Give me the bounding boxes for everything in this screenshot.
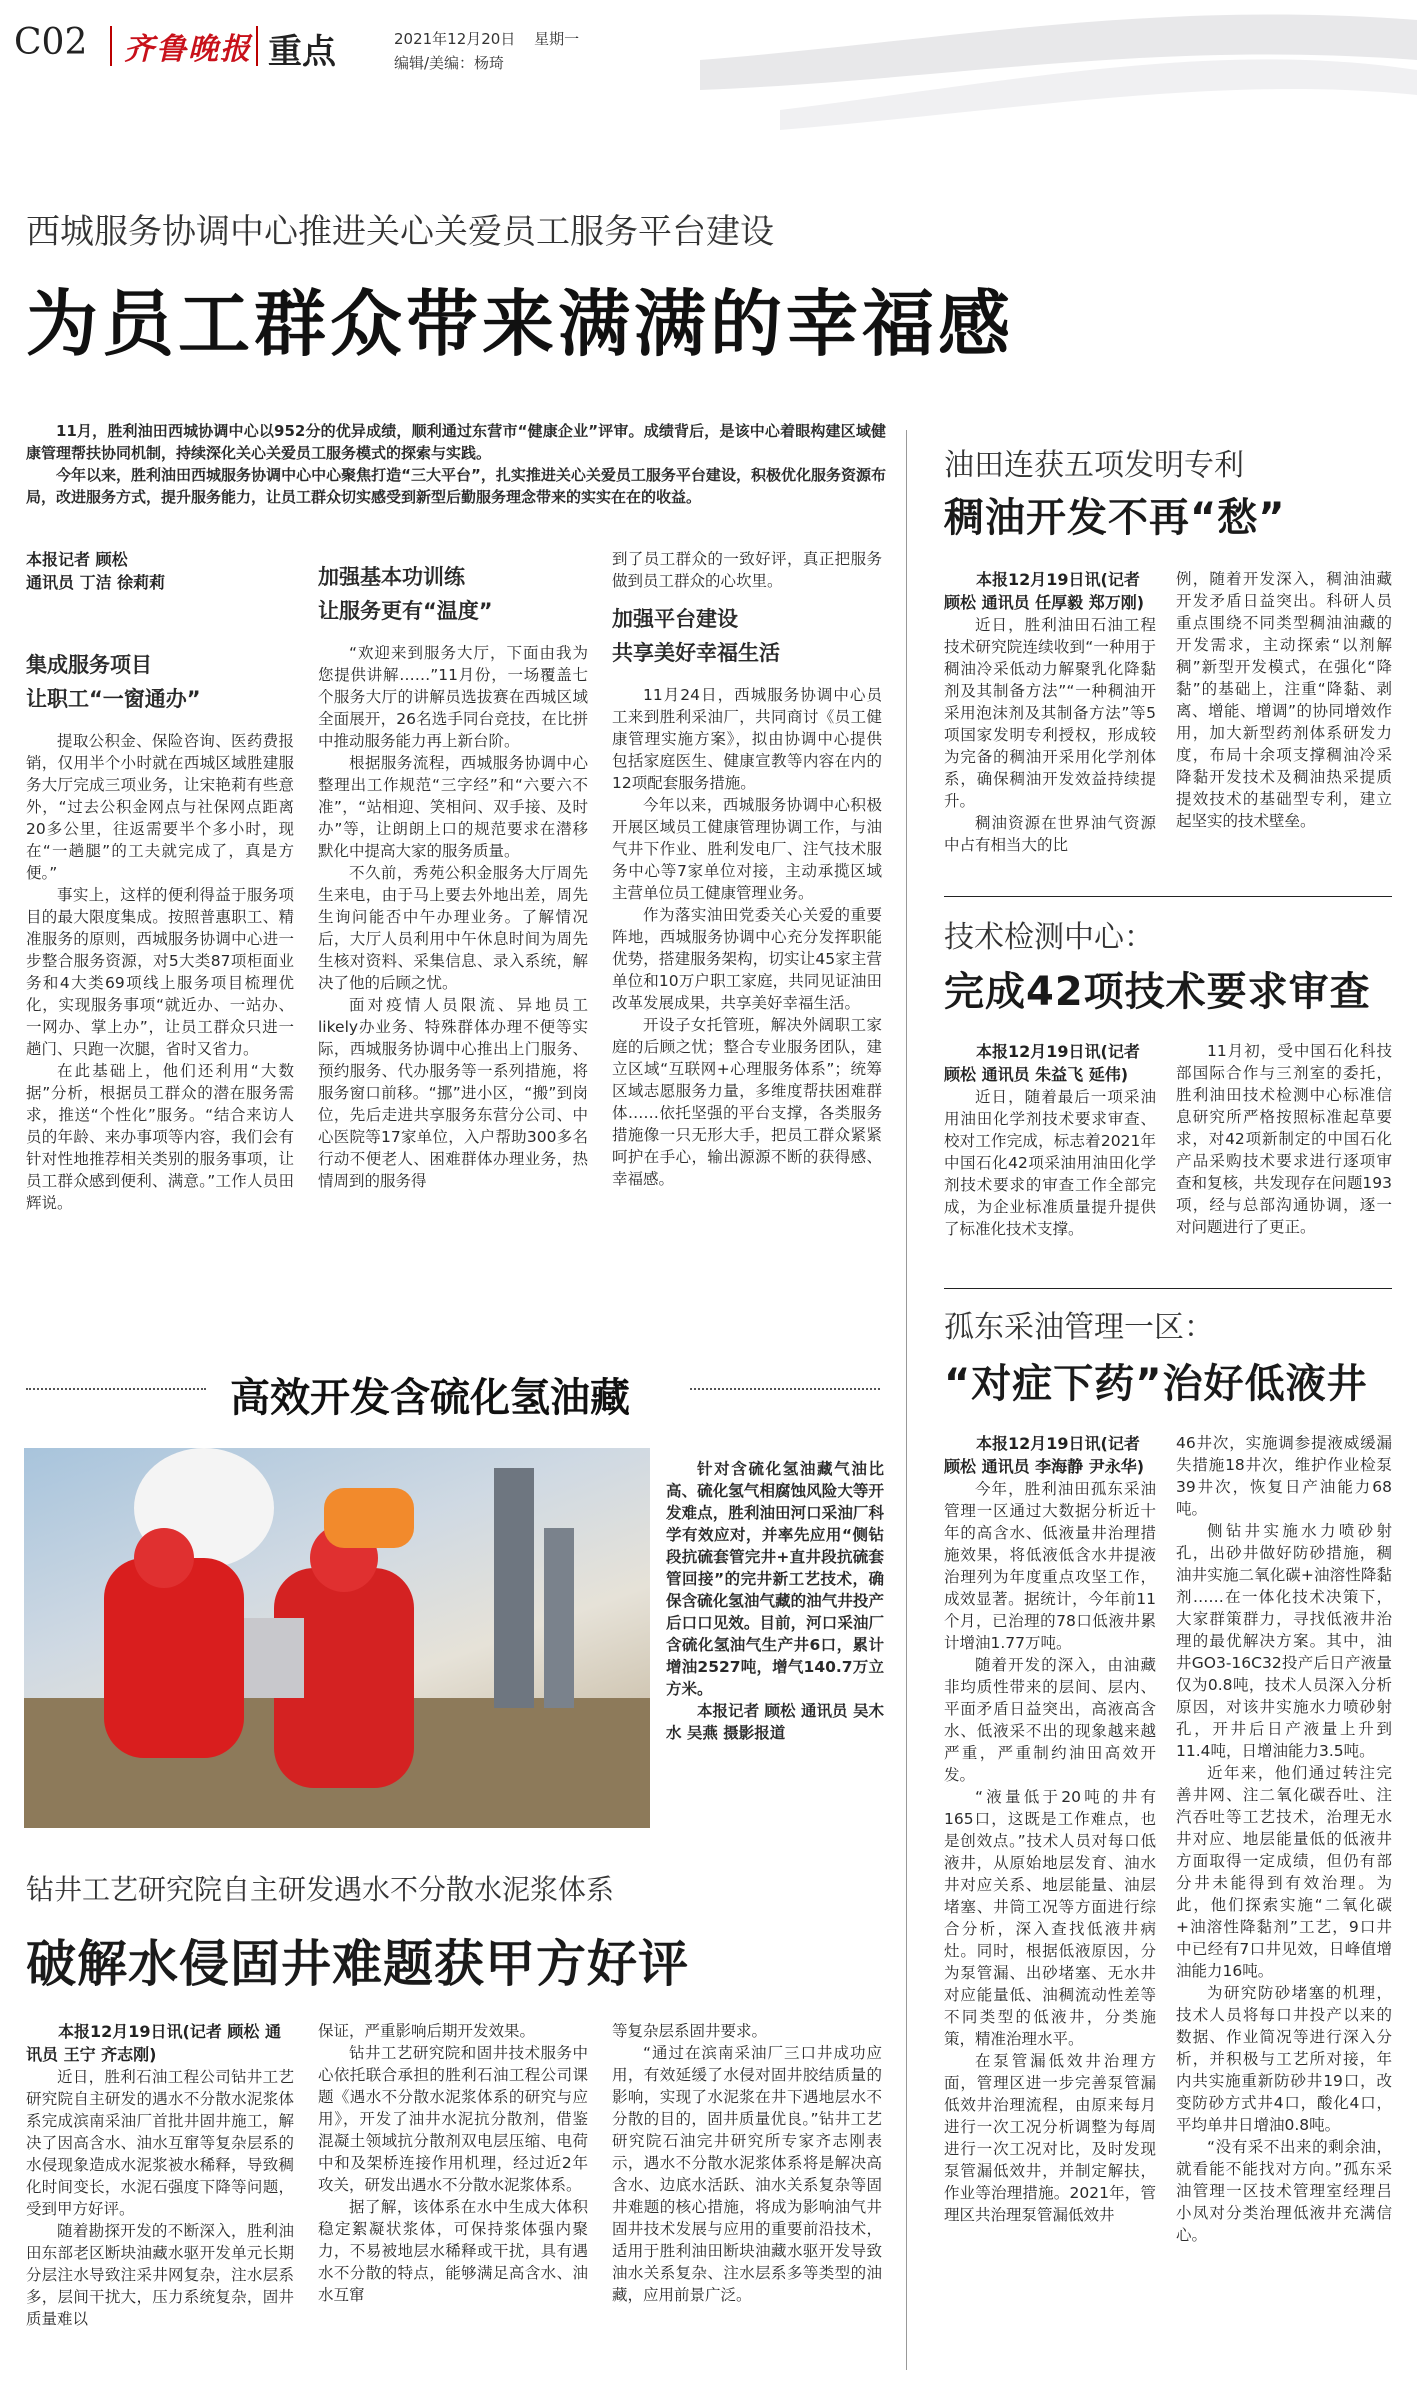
photo-credit: 本报记者 顾松 通讯员 吴木水 吴燕 摄影报道 <box>666 1702 884 1742</box>
paragraph: 11月初，受中国石化科技部国际合作与三剂室的委托，胜利油田技术检测中心标准信息研究所严格按照标准起草要求，对42项新制定的中国石化产品采购技术要求进行逐项审查和复核，共发现存在问题193项，经与总部沟通协调，逐一对问题进行了更正。 <box>1176 1042 1392 1236</box>
paragraph: 在泵管漏低效井治理方面，管理区进一步完善泵管漏低效井治理流程，由原来每月进行一次工况分析调整为每周进行一次工况对比，及时发现泵管漏低效井，并制定解扶，作业等治理措施。2021年，管理区共治理泵管漏低效井 <box>944 2052 1156 2224</box>
main-column-2 <box>318 560 588 1192</box>
bottom-headline: 破解水侵固井难题获甲方好评 <box>26 1935 689 1993</box>
patent-kicker: 油田连获五项发明专利 <box>944 448 1244 483</box>
bottom-byline: 本报12月19日讯(记者 顾松 通讯员 王宁 齐志刚) <box>26 2022 281 2064</box>
photo-caption <box>666 1458 884 1744</box>
main-kicker: 西城服务协调中心推进关心关爱员工服务平台建设 <box>26 212 774 252</box>
lead-paragraph: 11月，胜利油田西城协调中心以952分的优异成绩，顺利通过东营市“健康企业”评审。成绩背后，是该中心着眼构建区域健康管理帮扶协同机制，持续深化关心关爱员工服务模式的探索与实践。 <box>26 422 886 462</box>
paragraph: 在此基础上，他们还利用“大数据”分析，根据员工群众的潜在服务需求，推送“个性化”服务。“结合来访人员的年龄、来办事项等内容，我们会有针对性地推荐相关类别的服务事项，让员工群众感到便利、满意。”工作人员田辉说。 <box>26 1062 294 1212</box>
paragraph: 事实上，这样的便利得益于服务项目的最大限度集成。按照普惠职工、精准服务的原则，西城服务协调中心进一步整合服务资源，对5大类87项柜面业务和4大类69项线上服务项目梳理优化，实现服务事项“就近办、一站办、一网办、掌上办”，让员工群众只进一趟门、只跑一次腿，省时又省力。 <box>26 886 294 1058</box>
paragraph: 不久前，秀苑公积金服务大厅周先生来电，由于马上要去外地出差，周先生询问能否中午办理业务。了解情况后，大厅人员利用中午休息时间为周先生核对资料、采集信息、录入系统，解决了他的后顾之忧。 <box>318 864 588 992</box>
paragraph: 随着开发的深入，由油藏非均质性带来的层间、层内、平面矛盾日益突出，高液高含水、低液采不出的现象越来越严重，严重制约油田高效开发。 <box>944 1656 1156 1784</box>
paragraph: 今年以来，西城服务协调中心积极开展区域员工健康管理协调工作，与油气井下作业、胜利发电厂、注气技术服务中心等7家单位对接，主动承揽区域主营单位员工健康管理业务。 <box>612 796 882 902</box>
oilfield-workers-photo <box>24 1448 650 1828</box>
bottom-column-1 <box>26 2020 294 2330</box>
main-lead <box>26 420 886 508</box>
main-column-1 <box>26 648 294 1214</box>
paragraph: 11月24日，西城服务协调中心员工来到胜利采油厂，共同商讨《员工健康管理实施方案》，拟由协调中心提供包括家庭医生、健康宣教等内容在内的12项配套服务措施。 <box>612 686 882 792</box>
caption-text: 针对含硫化氢油藏气油比高、硫化氢气相腐蚀风险大等开发难点，胜利油田河口采油厂科学有效应对，并率先应用“侧钻段抗硫套管完井+直井段抗硫套管回接”的完井新工艺技术，确保含硫化氢油气藏的油气井投产后口口见效。目前，河口采油厂含硫化氢油气生产井6口，累计增油2527吨，增气140.7万立方米。 <box>666 1460 884 1698</box>
subhead-1a: 集成服务项目 <box>26 653 152 677</box>
patent-column-a <box>944 568 1156 856</box>
gudong-column-a <box>944 1432 1156 2226</box>
gudong-kicker: 孤东采油管理一区： <box>944 1310 1214 1345</box>
photo-illustration <box>24 1448 650 1828</box>
page-number: C02 <box>14 22 88 63</box>
inspection-byline: 本报12月19日讯(记者 顾松 通讯员 朱益飞 延伟) <box>944 1042 1140 1084</box>
bottom-column-2 <box>318 2020 588 2306</box>
byline-correspondents: 通讯员 丁洁 徐莉莉 <box>26 573 166 592</box>
paragraph: 稠油资源在世界油气资源中占有相当大的比 <box>944 814 1156 854</box>
paper-logo: 齐鲁晚报 <box>124 32 252 67</box>
paragraph: 保证，严重影响后期开发效果。 <box>318 2022 536 2040</box>
inspection-column-a <box>944 1040 1156 1240</box>
paragraph: 随着勘探开发的不断深入，胜利油田东部老区断块油藏水驱开发单元长期分层注水导致注采井网复杂，注水层系多，层间干扰大，压力系统复杂，固井质量难以 <box>26 2222 294 2328</box>
bottom-kicker: 钻井工艺研究院自主研发遇水不分散水泥浆体系 <box>26 1873 615 1906</box>
date-text: 2021年12月20日 <box>394 30 516 48</box>
paragraph: “欢迎来到服务大厅，下面由我为您提供讲解……”11月份，一场覆盖七个服务大厅的讲解员选拔赛在西城区域全面展开，26名选手同台竞技，在比拼中推动服务能力再上新台阶。 <box>318 644 588 750</box>
paragraph: “液量低于20吨的井有165口，这既是工作难点，也是创效点。”技术人员对每口低液井，从原始地层发育、油水井对应关系、地层能量、油层堵塞、井筒工况等方面进行综合分析，深入查找低液井病灶。同时，根据低液原因，分为泵管漏、出砂堵塞、无水井对应能量低、油稠流动性差等不同类型的低液井，分类施策，精准治理水平。 <box>944 1788 1156 2048</box>
main-column-3 <box>612 548 882 1190</box>
gudong-byline: 本报12月19日讯(记者 顾松 通讯员 李海静 尹永华) <box>944 1434 1145 1476</box>
paragraph: 开设子女托管班，解决外阔职工家庭的后顾之忧；整合专业服务团队，建立区域“互联网+心理服务体系”；统筹区域志愿服务力量，多维度帮扶困难群体……依托坚强的平台支撑，各类服务措施像一只无形大手，把员工群众紧紧呵护在手心，输出源源不断的获得感、幸福感。 <box>612 1016 882 1188</box>
patent-headline: 稠油开发不再“愁” <box>944 495 1286 541</box>
photo-story-title: 高效开发含硫化氢油藏 <box>230 1375 630 1421</box>
paragraph: 今年，胜利油田孤东采油管理一区通过大数据分析近十年的高含水、低液量井治理措施效果，将低液低含水井提液治理列为年度重点攻坚工作，成效显著。据统计，今年前11个月，已治理的78口低液井累计增油1.77万吨。 <box>944 1480 1156 1652</box>
section-name: 重点 <box>268 32 336 72</box>
story-divider <box>944 1288 1392 1289</box>
paragraph: 近年来，他们通过转注完善井网、注二氧化碳吞吐、注汽吞吐等工艺技术，治理无水井对应、地层能量低的低液井方面取得一定成绩，但仍有部分井未能得到有效治理。为此，他们探索实施“二氧化碳+油溶性降黏剂”工艺，9口井中已经有7口井见效，日峰值增油能力16吨。 <box>1176 1764 1392 1980</box>
editor-credit: 编辑/美编：杨琦 <box>394 54 505 72</box>
patent-column-b <box>1176 568 1392 832</box>
column-rule <box>906 430 907 2370</box>
lead-paragraph-2: 今年以来，胜利油田西城服务协调中心中心聚焦打造“三大平台”，扎实推进关心关爱员工服务平台建设，积极优化服务资源布局，改进服务方式，提升服务能力，让员工群众切实感受到新型后勤服务理念带来的实实在在的收益。 <box>26 466 886 506</box>
issue-date <box>394 28 579 49</box>
photo-title-rule-left <box>26 1388 206 1390</box>
main-headline: 为员工群众带来满满的幸福感 <box>26 282 1015 366</box>
paragraph: 等复杂层系固井要求。 <box>612 2022 768 2040</box>
paragraph: 钻井工艺研究院和固井技术服务中心依托联合承担的胜利石油工程公司课题《遇水不分散水泥浆体系的研究与应用》，开发了油井水泥抗分散剂，借鉴混凝土领域抗分散剂双电层压缩、电荷中和及架桥连接作用机理，经过近2年攻关，研发出遇水不分散水泥浆体系。 <box>318 2044 588 2194</box>
paragraph: 为研究防砂堵塞的机理，技术人员将每口井投产以来的数据、作业简况等进行深入分析，并积极与工艺所对接，年内共实施重新防砂井19口，改变防砂方式井4口，酸化4口，平均单井日增油0.8吨。 <box>1176 1984 1392 2134</box>
story-divider <box>944 896 1392 897</box>
header-divider-2 <box>256 26 258 66</box>
paragraph: 近日，胜利油田石油工程技术研究院连续收到“一种用于稠油冷采低动力解聚乳化降黏剂及其制备方法”“一种稠油开采用泡沫剂及其制备方法”等5项国家发明专利授权，形成较为完备的稠油开采用化学剂体系，确保稠油开发效益持续提升。 <box>944 616 1156 810</box>
header-divider <box>110 26 112 66</box>
photo-title-rule-right <box>690 1388 880 1390</box>
subhead-1b: 让职工“一窗通办” <box>26 687 201 711</box>
paragraph: 侧钻井实施水力喷砂射孔，出砂井做好防砂措施，稠油井实施二氧化碳+油溶性降黏剂……在一体化技术决策下，大家群策群力，寻找低液井治理的最优解决方案。其中，油井GO3-16C32投产后日产液量仅为0.8吨，技术人员深入分析原因，对该井实施水力喷砂射孔，开井后日产液量上升到11.4吨，日增油能力3.5吨。 <box>1176 1522 1392 1760</box>
paragraph: 46井次，实施调参提液威缓漏失措施18井次，维护作业检泵39井次，恢复日产油能力68吨。 <box>1176 1434 1392 1518</box>
paragraph: 据了解，该体系在水中生成大体积稳定絮凝状浆体，可保持浆体强内聚力，不易被地层水稀释或干扰，具有遇水不分散的特点，能够满足高含水、油水互窜 <box>318 2198 588 2304</box>
byline-reporter: 本报记者 顾松 <box>26 550 128 569</box>
paragraph: “通过在滨南采油厂三口井成功应用，有效延缓了水侵对固井胶结质量的影响，实现了水泥浆在井下遇地层水不分散的目的，固井质量优良。”钻井工艺研究院石油完井研究所专家齐志刚表示，遇水不分散水泥浆体系将是解决高含水、边底水活跃、油水关系复杂等固井难题的核心措施，将成为影响油气井固井技术发展与应用的重要前沿技术，适用于胜利油田断块油藏水驱开发导致油水关系复杂、注水层系多等类型的油藏，应用前景广泛。 <box>612 2044 882 2304</box>
page-header <box>0 0 1417 80</box>
inspection-column-b <box>1176 1040 1392 1238</box>
main-byline <box>26 548 296 594</box>
paragraph: “没有采不出来的剩余油，就看能不能找对方向。”孤东采油管理一区技术管理室经理吕小凤对分类治理低液井充满信心。 <box>1176 2138 1392 2244</box>
paragraph: 提取公积金、保险咨询、医药费报销，仅用半个小时就在西城区域胜建服务大厅完成三项业务，让宋艳莉有些意外，“过去公积金网点与社保网点距离20多公里，往返需要半个多小时，现在“一趟腿”的工夫就完成了，真是方便。” <box>26 732 294 882</box>
paragraph: 面对疫情人员限流、异地员工likely办业务、特殊群体办理不便等实际，西城服务协调中心推出上门服务、预约服务、代办服务等一系列措施，将服务窗口前移。“挪”进小区，“搬”到岗位，先后走进共享服务东营分公司、中心医院等17家单位，入户帮助300多名行动不便老人、困难群体办理业务，热情周到的服务得 <box>318 996 588 1190</box>
paragraph: 例，随着开发深入，稠油油藏开发矛盾日益突出。科研人员重点围绕不同类型稠油油藏的开发需求，主动探索“以剂解稠”新型开发模式，在强化“降黏”的基础上，注重“降黏、剥离、增能、增调”的协同增效作用，加大新型药剂体系研发力度，布局十余项支撑稠油冷采降黏开发技术及稠油热采提质提效技术的基础型专利，建立起坚实的技术壁垒。 <box>1176 570 1392 830</box>
gudong-headline: “对症下药”治好低液井 <box>944 1361 1368 1407</box>
inspection-headline: 完成42项技术要求审查 <box>944 969 1371 1015</box>
subhead-3b: 共享美好幸福生活 <box>612 641 780 665</box>
patent-byline: 本报12月19日讯(记者 顾松 通讯员 任厚毅 郑万刚) <box>944 570 1145 612</box>
subhead-2a: 加强基本功训练 <box>318 565 465 589</box>
subhead-3a: 加强平台建设 <box>612 607 738 631</box>
weekday-text: 星期一 <box>534 30 580 48</box>
bottom-column-3 <box>612 2020 882 2306</box>
paragraph: 到了员工群众的一致好评，真正把服务做到员工群众的心坎里。 <box>612 550 882 590</box>
header-swoosh <box>700 0 1417 200</box>
inspection-kicker: 技术检测中心： <box>944 920 1154 955</box>
subhead-2b: 让服务更有“温度” <box>318 599 493 623</box>
paragraph: 根据服务流程，西城服务协调中心整理出工作规范“三字经”和“六要六不准”，“站相迎、笑相问、双手接、及时办”等，让朗朗上口的规范要求在潜移默化中提高大家的服务质量。 <box>318 754 588 860</box>
paragraph: 近日，随着最后一项采油用油田化学剂技术要求审查、校对工作完成，标志着2021年中国石化42项采油用油田化学剂技术要求的审查工作全部完成，为企业标准质量提升提供了标准化技术支撑。 <box>944 1088 1156 1238</box>
paragraph: 作为落实油田党委关心关爱的重要阵地，西城服务协调中心充分发挥职能优势，搭建服务架构，切实让45家主营单位和10万户职工家庭，共同见证油田改革发展成果，共享美好幸福生活。 <box>612 906 882 1012</box>
gudong-column-b <box>1176 1432 1392 2246</box>
paragraph: 近日，胜利石油工程公司钻井工艺研究院自主研发的遇水不分散水泥浆体系完成滨南采油厂首批井固井施工，解决了因高含水、油水互窜等复杂层系的水侵现象造成水泥浆被水稀释，导致稠化时间变长，水泥石强度下降等问题，受到甲方好评。 <box>26 2068 294 2218</box>
